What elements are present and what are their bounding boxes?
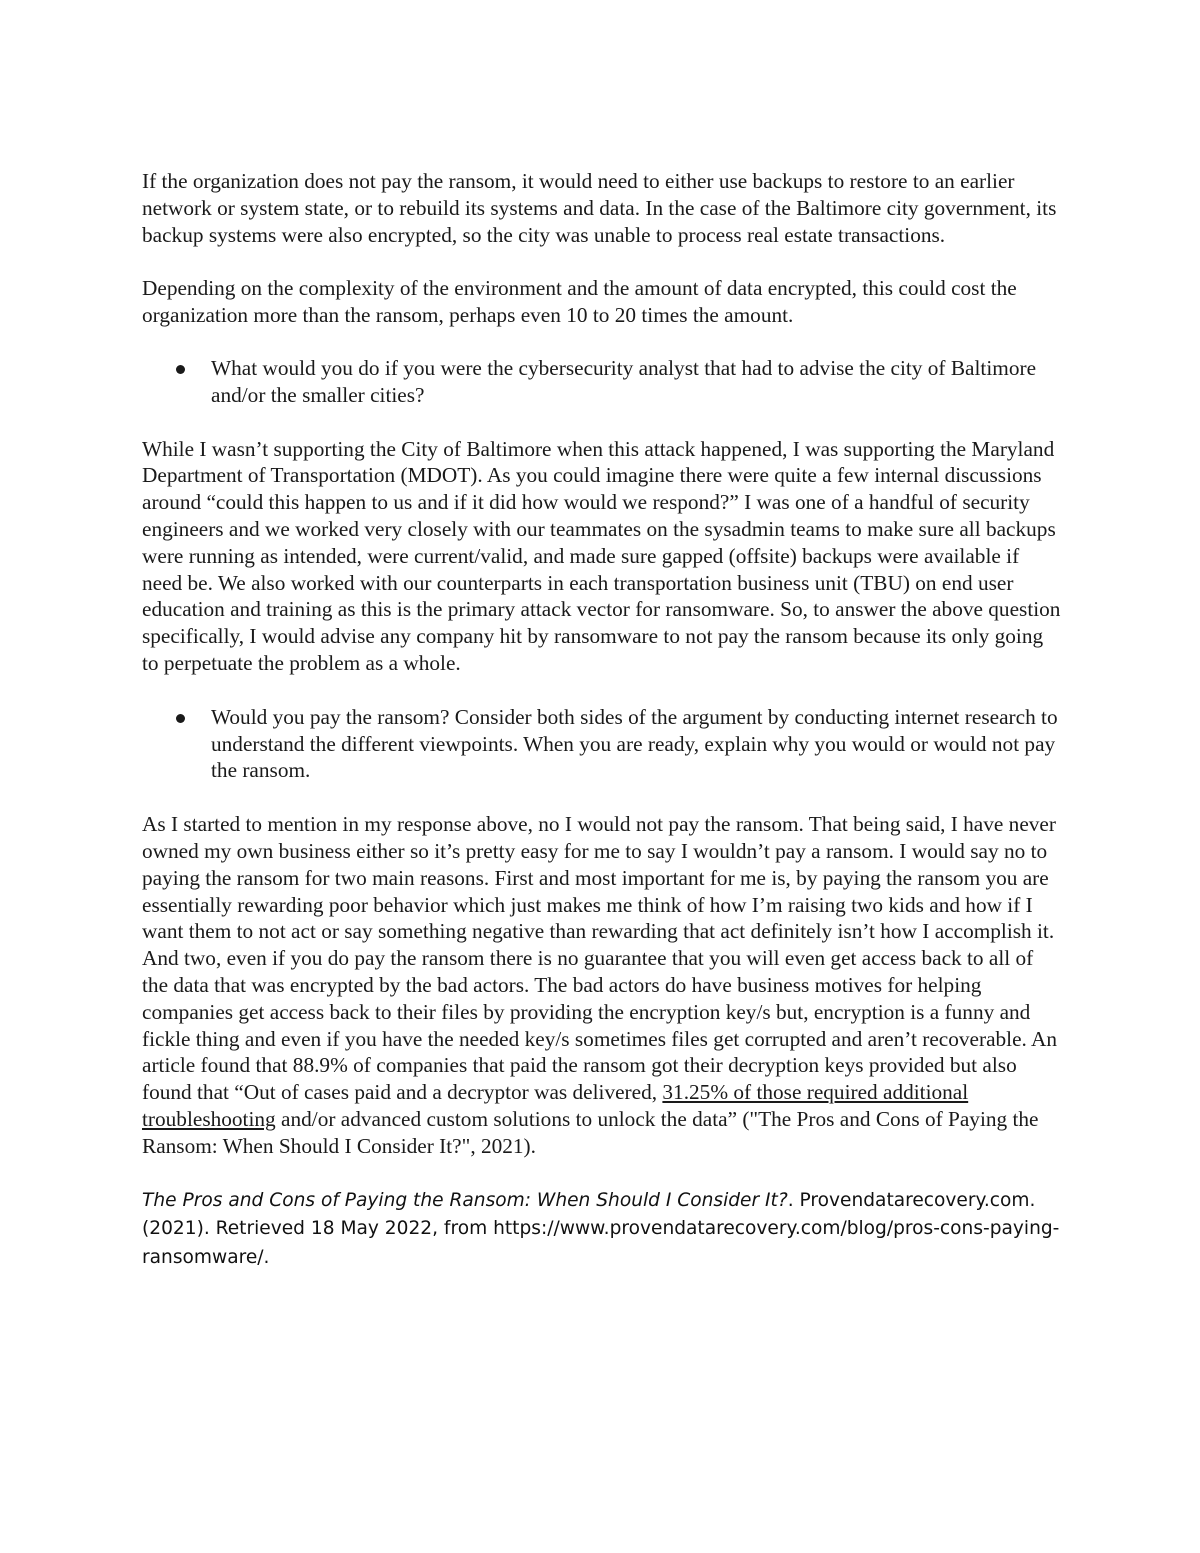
reference-citation	[142, 1187, 1062, 1273]
paragraph-answer-1: While I wasn’t supporting the City of Baltimore when this attack happened, I was supporting the Maryland Department of Transportation (MDOT). As you could imagine there were quite a few internal discussions around “could this happen to us and if it did how would we respond?” I was one of a handful of security engineers and we worked very closely with our teammates on the sysadmin teams to make sure all backups were running as intended, were current/valid, and made sure gapped (offsite) backups were available if need be. We also worked with our counterparts in each transportation business unit (TBU) on end user education and training as this is the primary attack vector for ransomware. So, to answer the above question specifically, I would advise any company hit by ransomware to not pay the ransom because its only going to perpetuate the problem as a whole.	[142, 436, 1061, 675]
paragraph-answer-2	[142, 811, 1062, 1159]
document-body	[142, 168, 1062, 1272]
answer-2-citation: and/or advanced custom solutions to unlock the data” ("The Pros and Cons of Paying the Ransom: When Should I Consider It?", 2021).	[142, 1106, 1039, 1158]
reference-title: The Pros and Cons of Paying the Ransom: When Should I Consider It?	[142, 1189, 788, 1211]
paragraph-cost: Depending on the complexity of the environment and the amount of data encrypted, this could cost the organization more than the ransom, perhaps even 10 to 20 times the amount.	[142, 276, 1017, 328]
answer-2-text: As I started to mention in my response above, no I would not pay the ransom. That being said, I have never owned my own business either so it’s pretty easy for me to say I wouldn’t pay a ransom. I would say no to paying the ransom for two main reasons. First and most important for me is, by paying the ransom you are essentially rewarding poor behavior which just makes me think of how I’m raising two kids and how if I want them to not act or say something negative than rewarding that act definitely isn’t how I accomplish it. And two, even if you do pay the ransom there is no guarantee that you will even get access back to all of the data that was encrypted by the bad actors. The bad actors do have business motives for helping companies get access back to their files by providing the encryption key/s but, encryption is a funny and fickle thing and even if you have the needed key/s sometimes files get corrupted and aren’t recoverable. An article found that 88.9% of companies that paid the ransom got their decryption keys provided but also found that “Out of cases paid and a decryptor was delivered,	[142, 812, 1058, 1105]
bullet-icon	[176, 365, 185, 374]
list-item	[142, 704, 1062, 784]
question-1-text: What would you do if you were the cybersecurity analyst that had to advise the city of Baltimore and/or the smaller cities?	[211, 355, 1037, 407]
question-list-1	[142, 355, 1062, 409]
paragraph-backups: If the organization does not pay the ransom, it would need to either use backups to restore to an earlier network or system state, or to rebuild its systems and data. In the case of the Baltimore city government, its backup systems were also encrypted, so the city was unable to process real estate transactions.	[142, 169, 1057, 247]
underlined-quote: 31.25% of those required additional troubleshooting	[142, 1080, 969, 1131]
question-2-text: Would you pay the ransom? Consider both sides of the argument by conducting internet research to understand the different viewpoints. When you are ready, explain why you would or would not pay the ransom.	[211, 704, 1058, 783]
list-item	[142, 355, 1062, 409]
bullet-icon	[176, 714, 185, 723]
reference-details: . Provendatarecovery.com. (2021). Retrieved 18 May 2022, from https://www.provendatarecovery.com/blog/pros-cons-paying-ransomware/.	[142, 1189, 1060, 1268]
question-list-2	[142, 704, 1062, 784]
